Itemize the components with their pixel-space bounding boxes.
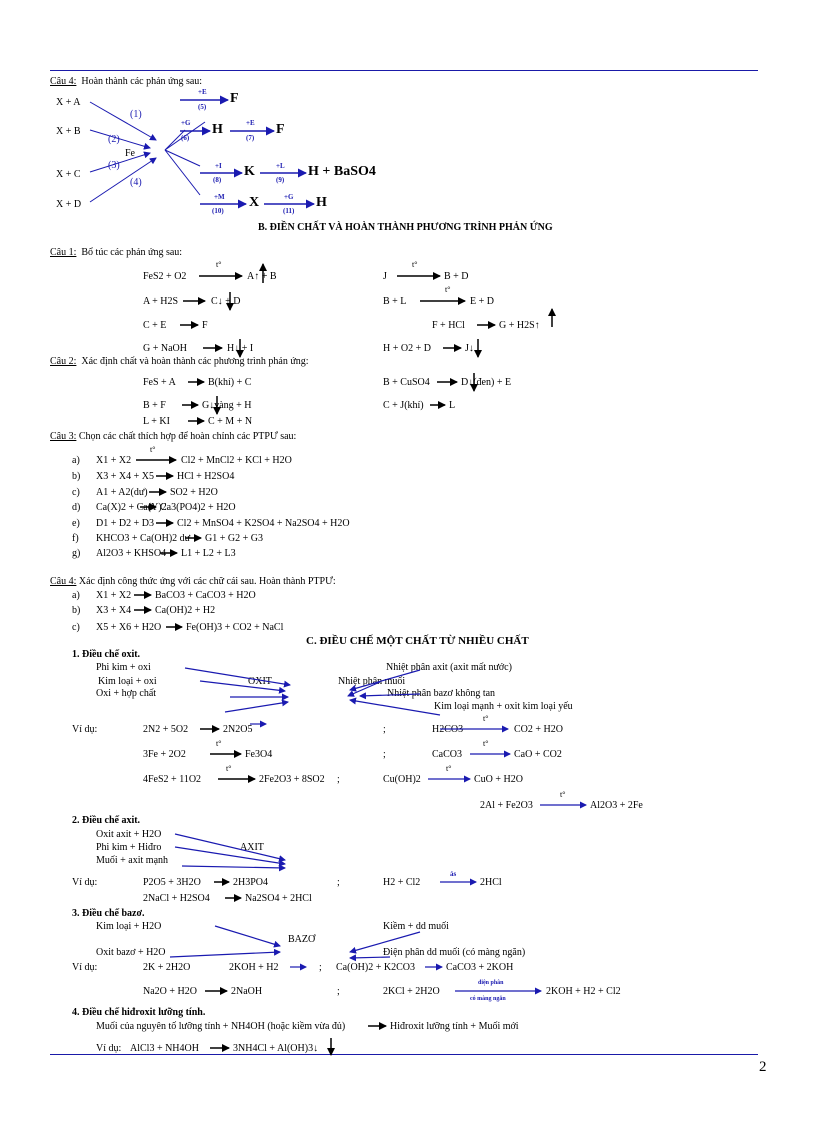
c3-l-f: KHCO3 + Ca(OH)2 dư xyxy=(96,533,191,544)
ox-ex1-r: 2N2O5 xyxy=(223,724,253,735)
reagent-7: +E xyxy=(246,119,255,127)
hidroxit-vidu: Ví dụ: xyxy=(96,1043,122,1054)
step-6: (6) xyxy=(181,134,190,142)
oxit-left-3: Oxi + hợp chất xyxy=(96,688,157,699)
ox-ex1-r2: CO2 + H2O xyxy=(514,724,563,735)
c1-rl1: J xyxy=(383,271,387,282)
scheme-left-1: X + A xyxy=(56,97,81,108)
cau2-heading: Câu 2: Xác định chất và hoàn thành các phương trình phản ứng: xyxy=(50,356,309,367)
c2-a-r: B(khí) + C xyxy=(208,377,252,388)
step-5: (5) xyxy=(198,103,207,111)
bazo-ex2-l: Na2O + H2O xyxy=(143,986,197,997)
scheme-left-3: X + C xyxy=(56,169,81,180)
c1-r1: A↑ + B xyxy=(247,271,277,282)
ox-ex2-l: 3Fe + 2O2 xyxy=(143,749,186,760)
ox-ex2-sep: ; xyxy=(383,749,386,760)
bazo-left-2: Oxit bazơ + H2O xyxy=(96,947,166,958)
c2-e-r: C + M + N xyxy=(208,416,253,427)
c1-l2: A + H2S xyxy=(143,296,179,307)
c1-t2: t° xyxy=(412,260,418,269)
c4-k-b: b) xyxy=(72,605,81,616)
hidroxit-line1-r: Hiđroxit lưỡng tính + Muối mới xyxy=(390,1021,519,1032)
bazo-left-1: Kim loại + H2O xyxy=(96,921,162,932)
c4-r-c: Fe(OH)3 + CO2 + NaCl xyxy=(186,622,284,633)
axit-ex1-r2: 2HCl xyxy=(480,877,502,888)
c2-d-r: L xyxy=(449,400,456,411)
ox-ex3-r2: CuO + H2O xyxy=(474,774,523,785)
hidroxit-ex-r: 3NH4Cl + Al(OH)3↓ xyxy=(233,1043,319,1054)
scheme-fe: Fe xyxy=(125,148,135,159)
c2-a-l: FeS + A xyxy=(143,377,176,388)
axit-ex2-l: 2NaCl + H2SO4 xyxy=(143,893,210,904)
cau4a-heading: Câu 4: Hoàn thành các phản ứng sau: xyxy=(50,76,203,87)
c3-r-g: L1 + L2 + L3 xyxy=(181,548,236,559)
product-F2: F xyxy=(276,122,285,137)
c1-rl4: H + O2 + D xyxy=(383,343,431,354)
axit-vidu: Ví dụ: xyxy=(72,877,98,888)
axit-ex1-sep: ; xyxy=(337,877,340,888)
oxit-title: 1. Điều chế oxit. xyxy=(72,649,141,660)
cau1-heading: Câu 1: Bổ túc các phản ứng sau: xyxy=(50,247,183,258)
ox-ex1-l2: H2CO3 xyxy=(432,724,464,735)
axit-ex2-r: Na2SO4 + 2HCl xyxy=(245,893,312,904)
bottom-rule xyxy=(50,1054,758,1055)
scheme-left-2: X + B xyxy=(56,126,81,137)
c2-c-r: G↓vàng + H xyxy=(202,400,252,411)
product-H-BaSO4: H + BaSO4 xyxy=(308,164,376,179)
step-11: (11) xyxy=(283,207,295,215)
c3-r-d: Ca3(PO4)2 + H2O xyxy=(160,502,236,513)
ox-ex2-r: Fe3O4 xyxy=(245,749,273,760)
c1-l3: C + E xyxy=(143,320,167,331)
c3-k-c: c) xyxy=(72,487,80,498)
c1-rr2: E + D xyxy=(470,296,494,307)
oxit-left-2: Kim loại + oxi xyxy=(98,676,157,687)
c4-k-c: c) xyxy=(72,622,80,633)
axit-ex1-r: 2H3PO4 xyxy=(233,877,269,888)
c2-b-r: D↓(đen) + E xyxy=(461,377,512,388)
c1-t1: t° xyxy=(216,260,222,269)
c1-l1: FeS2 + O2 xyxy=(143,271,187,282)
product-H1: H xyxy=(212,122,223,137)
c3-k-f: f) xyxy=(72,533,79,544)
product-X: X xyxy=(249,195,260,210)
oxit-left-1: Phi kim + oxi xyxy=(96,662,151,673)
c1-r2: C↓ + D xyxy=(211,296,241,307)
bazo-right-1: Kiềm + dd muối xyxy=(383,921,449,932)
c2-e-l: L + KI xyxy=(143,416,170,427)
axit-center: AXIT xyxy=(240,842,264,853)
ox-ex1-sep: ; xyxy=(383,724,386,735)
ox-ex4-l: 2Al + Fe2O3 xyxy=(480,800,533,811)
product-F1: F xyxy=(230,91,239,106)
c3-r-b: HCl + H2SO4 xyxy=(177,471,235,482)
bazo-ex2-lbl2: có màng ngăn xyxy=(470,996,506,1002)
product-H2: H xyxy=(316,195,327,210)
oxit-right-4: Kim loại mạnh + oxit kim loại yếu xyxy=(434,701,573,712)
scheme-num-1: (1) xyxy=(130,109,142,120)
hidroxit-ex-l: AlCl3 + NH4OH xyxy=(130,1043,199,1054)
ox-ex1-l: 2N2 + 5O2 xyxy=(143,724,189,735)
oxit-right-1: Nhiệt phân axit (axit mất nước) xyxy=(386,662,512,673)
oxit-right-3: Nhiệt phân bazơ không tan xyxy=(387,688,496,699)
c4-l-a: X1 + X2 xyxy=(96,590,132,601)
scheme-left-4: X + D xyxy=(56,199,82,210)
axit-left-2: Phi kim + Hiđro xyxy=(96,842,162,853)
c1-rr3: G + H2S↑ xyxy=(499,320,540,331)
c3-k-g: g) xyxy=(72,548,81,559)
step-7: (7) xyxy=(246,134,255,142)
c3-k-d: d) xyxy=(72,502,81,513)
c4-k-a: a) xyxy=(72,590,80,601)
bazo-right-2: Điện phân dd muối (có màng ngăn) xyxy=(383,947,526,958)
bazo-ex2-l2: 2KCl + 2H2O xyxy=(383,986,440,997)
reagent-9: +L xyxy=(276,162,285,170)
section-b-heading: B. ĐIỀN CHẤT VÀ HOÀN THÀNH PHƯƠNG TRÌNH PHẢN ỨNG xyxy=(258,222,553,233)
c3-k-e: e) xyxy=(72,518,80,529)
section-c-heading: C. ĐIỀU CHẾ MỘT CHẤT TỪ NHIỀU CHẤT xyxy=(306,635,529,647)
c3-l-a: X1 + X2 xyxy=(96,455,132,466)
bazo-ex1-sep: ; xyxy=(319,962,322,973)
bazo-ex1-r: 2KOH + H2 xyxy=(229,962,279,973)
bazo-center: BAZƠ xyxy=(288,934,316,945)
oxit-vidu: Ví dụ: xyxy=(72,724,98,735)
ox-ex1-t: t° xyxy=(483,714,489,723)
bazo-ex1-r2: CaCO3 + 2KOH xyxy=(446,962,514,973)
c3-r-f: G1 + G2 + G3 xyxy=(205,533,263,544)
bazo-ex2-r2: 2KOH + H2 + Cl2 xyxy=(546,986,621,997)
ox-ex3-t: t° xyxy=(226,764,232,773)
axit-left-3: Muối + axit mạnh xyxy=(96,855,169,866)
c1-r4: H↓ + I xyxy=(227,343,254,354)
ox-ex2-t: t° xyxy=(216,739,222,748)
cau3-heading: Câu 3: Chọn các chất thích hợp để hoàn chỉnh các PTPƯ sau: xyxy=(50,431,297,442)
ox-ex4-t: t° xyxy=(560,790,566,799)
step-8: (8) xyxy=(213,176,222,184)
c1-l4: G + NaOH xyxy=(143,343,187,354)
c4-l-b: X3 + X4 xyxy=(96,605,132,616)
c1-rr4: J↓ xyxy=(465,343,474,354)
axit-ex1-l: P2O5 + 3H2O xyxy=(143,877,201,888)
c3-k-b: b) xyxy=(72,471,81,482)
top-rule xyxy=(50,70,758,71)
bazo-ex2-lbl1: điện phân xyxy=(478,980,504,986)
scheme-num-3: (3) xyxy=(108,160,120,171)
reagent-8: +I xyxy=(215,162,222,170)
hidroxit-title: 4. Điều chế hiđroxit lưỡng tính. xyxy=(72,1007,206,1018)
bazo-ex1-l2: Ca(OH)2 + K2CO3 xyxy=(336,962,415,973)
c3-t-a: t° xyxy=(150,445,156,454)
c3-r-e: Cl2 + MnSO4 + K2SO4 + Na2SO4 + H2O xyxy=(177,518,350,529)
c3-r-a: Cl2 + MnCl2 + KCl + H2O xyxy=(181,455,292,466)
c1-rl2: B + L xyxy=(383,296,407,307)
axit-left-1: Oxit axit + H2O xyxy=(96,829,162,840)
ox-ex3-l: 4FeS2 + 11O2 xyxy=(143,774,202,785)
oxit-right-2: Nhiệt phân muối xyxy=(338,676,406,687)
ox-ex3-t2: t° xyxy=(446,764,452,773)
c1-r3: F xyxy=(202,320,208,331)
ox-ex2-l2: CaCO3 xyxy=(432,749,462,760)
c3-l-b: X3 + X4 + X5 xyxy=(96,471,154,482)
c3-r-c: SO2 + H2O xyxy=(170,487,218,498)
bazo-ex1-l: 2K + 2H2O xyxy=(143,962,191,973)
c3-l-d: Ca(X)2 + Ca(Y)2 xyxy=(96,502,167,513)
scheme-num-4: (4) xyxy=(130,177,142,188)
product-K: K xyxy=(244,164,255,179)
axit-ex1-lbl: ás xyxy=(450,870,457,878)
ox-ex3-l2: Cu(OH)2 xyxy=(383,774,421,785)
step-10: (10) xyxy=(212,207,224,215)
ox-ex2-r2: CaO + CO2 xyxy=(514,749,562,760)
bazo-ex2-r: 2NaOH xyxy=(231,986,263,997)
c4-r-b: Ca(OH)2 + H2 xyxy=(155,605,216,616)
c4-l-c: X5 + X6 + H2O xyxy=(96,622,162,633)
page-number: 2 xyxy=(759,1059,767,1075)
axit-title: 2. Điều chế axit. xyxy=(72,815,141,826)
c1-t3: t° xyxy=(445,285,451,294)
reagent-10: +M xyxy=(214,193,225,201)
hidroxit-line1-l: Muối của nguyên tố lưỡng tính + NH4OH (hoặc kiềm vừa đủ) xyxy=(96,1021,346,1032)
reagent-11: +G xyxy=(284,193,294,201)
c1-rl3: F + HCl xyxy=(432,320,465,331)
c1-rr1: B + D xyxy=(444,271,469,282)
c3-k-a: a) xyxy=(72,455,80,466)
step-9: (9) xyxy=(276,176,285,184)
bazo-vidu: Ví dụ: xyxy=(72,962,98,973)
bazo-ex2-sep: ; xyxy=(337,986,340,997)
c3-l-e: D1 + D2 + D3 xyxy=(96,518,154,529)
bazo-title: 3. Điều chế bazơ. xyxy=(72,908,145,919)
c2-c-l: B + F xyxy=(143,400,166,411)
scheme-num-2: (2) xyxy=(108,134,120,145)
axit-ex1-l2: H2 + Cl2 xyxy=(383,877,421,888)
reagent-5: +E xyxy=(198,88,207,96)
c2-d-l: C + J(khí) xyxy=(383,400,424,411)
ox-ex4-r: Al2O3 + 2Fe xyxy=(590,800,643,811)
c2-b-l: B + CuSO4 xyxy=(383,377,430,388)
c3-l-c: A1 + A2(dư) xyxy=(96,487,148,498)
ox-ex3-r: 2Fe2O3 + 8SO2 xyxy=(259,774,325,785)
ox-ex2-t2: t° xyxy=(483,739,489,748)
c3-l-g: Al2O3 + KHSO4 xyxy=(96,548,167,559)
cau4b-heading: Câu 4: Xác định công thức ứng với các chữ cái sau. Hoàn thành PTPƯ: xyxy=(50,576,336,587)
reagent-6: +G xyxy=(181,119,191,127)
ox-ex3-sep: ; xyxy=(337,774,340,785)
oxit-center: OXIT xyxy=(248,676,272,687)
c4-r-a: BaCO3 + CaCO3 + H2O xyxy=(155,590,256,601)
